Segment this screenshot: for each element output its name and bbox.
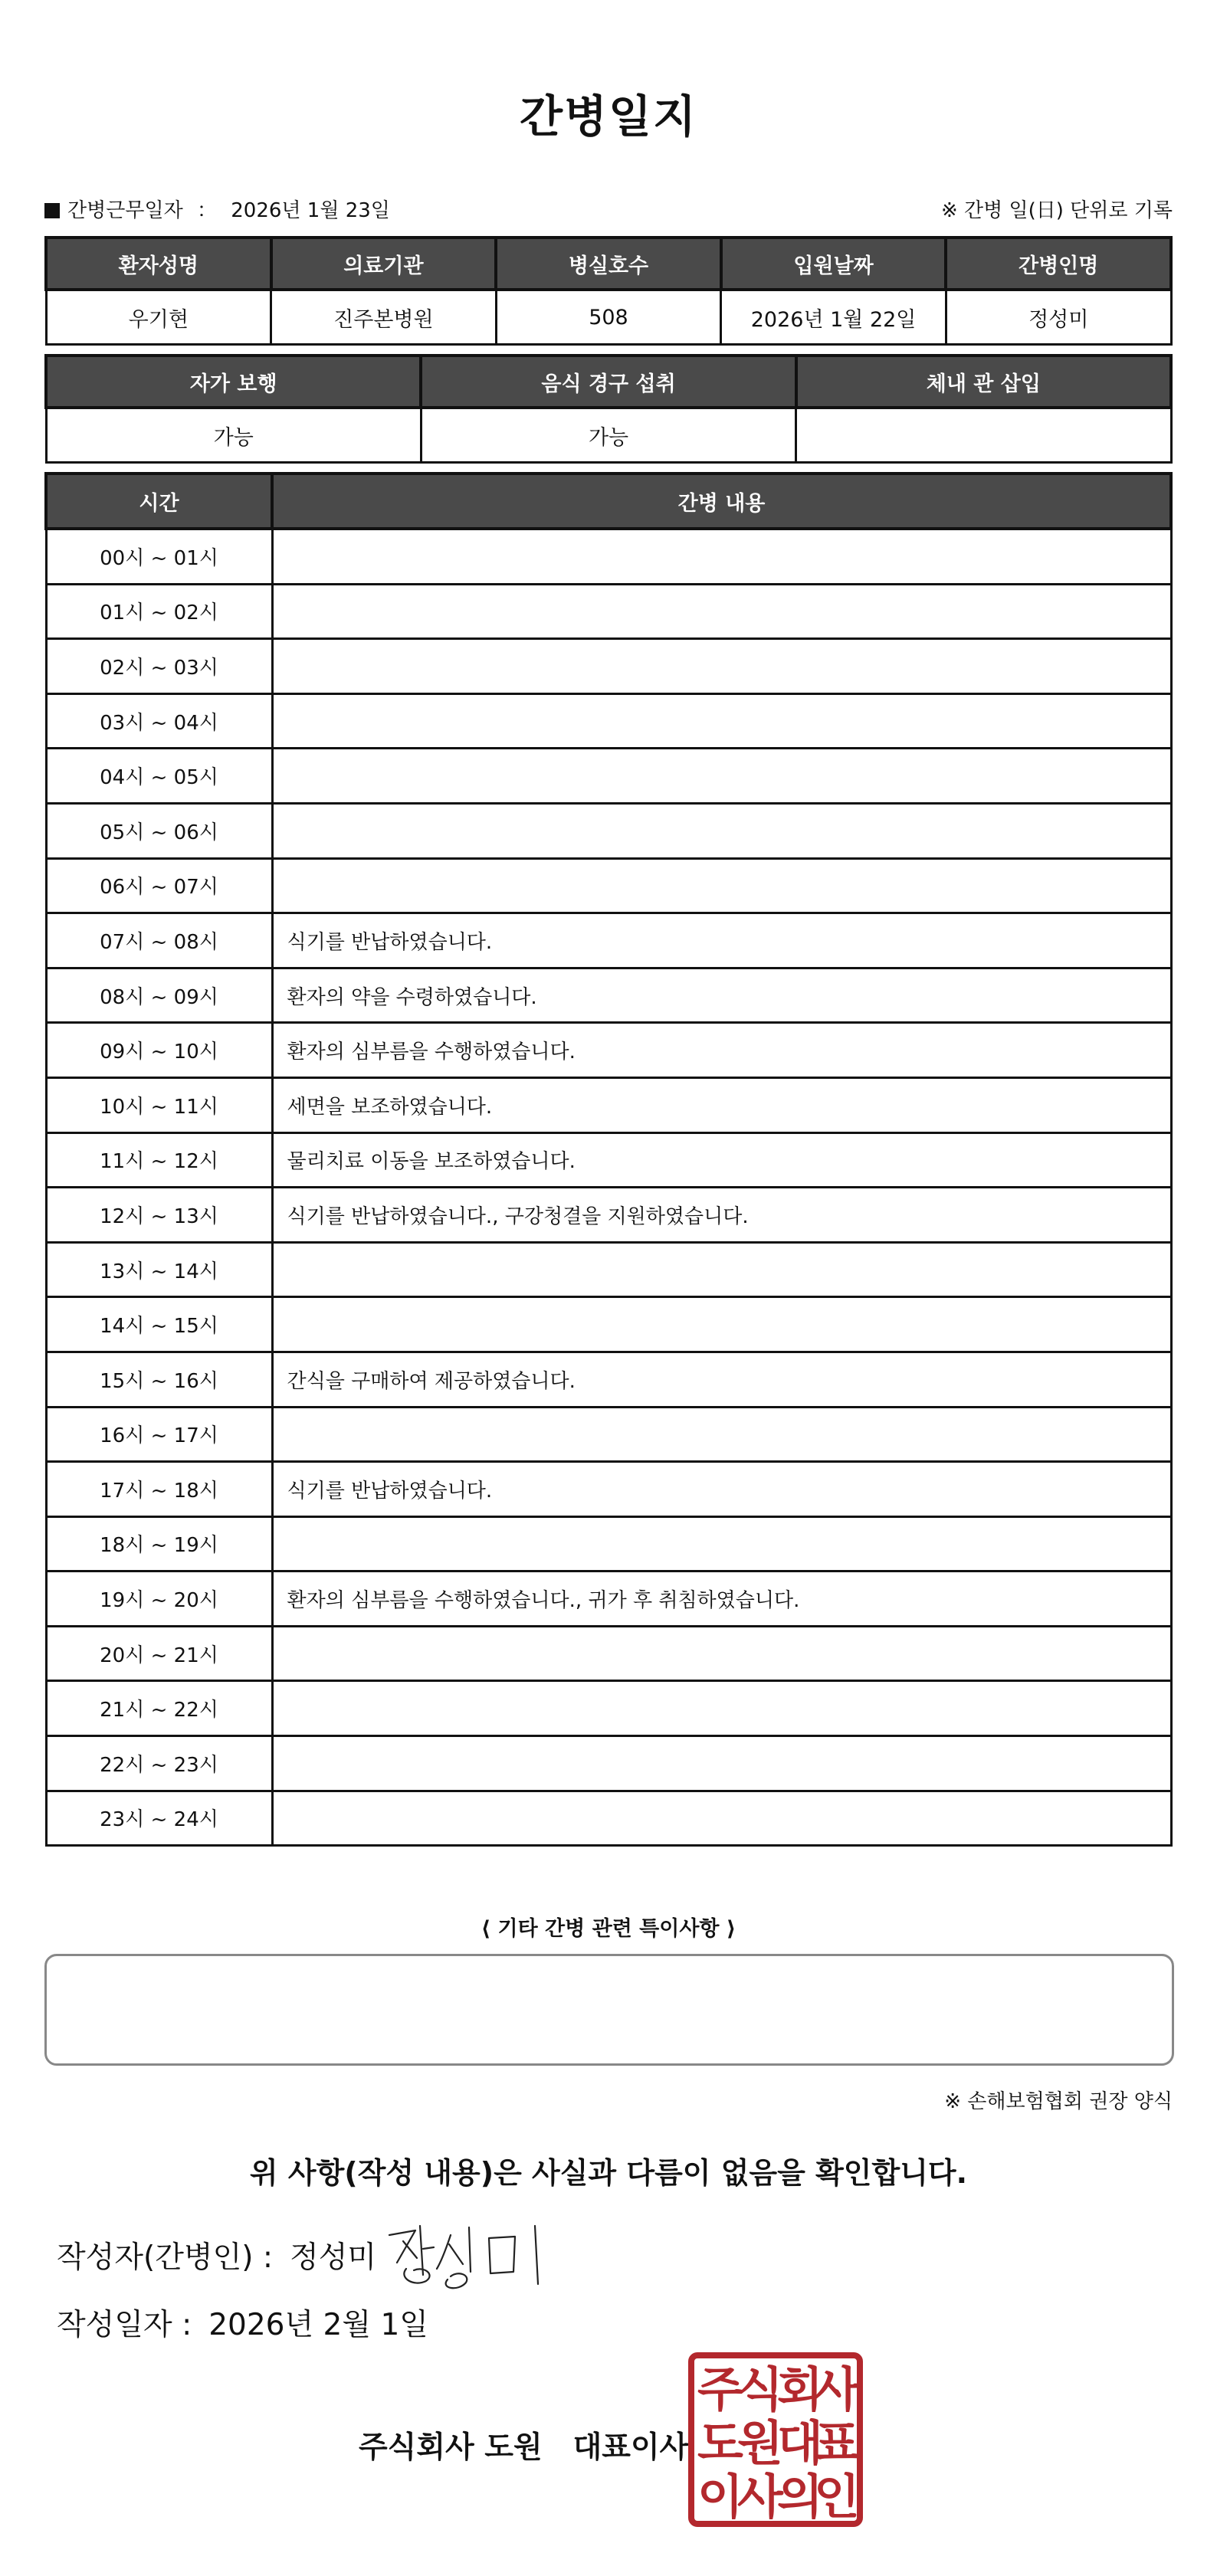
patient-name: 우기현 xyxy=(46,290,271,345)
time-slot: 14시 ~ 15시 xyxy=(46,1297,272,1352)
time-slot: 00시 ~ 01시 xyxy=(46,529,272,584)
written-date-value: 2026년 2월 1일 xyxy=(208,2308,428,2342)
time-slot: 05시 ~ 06시 xyxy=(46,803,272,858)
written-date-label: 작성일자 : xyxy=(57,2308,192,2342)
handwritten-signature xyxy=(383,2218,544,2291)
time-slot: 02시 ~ 03시 xyxy=(46,639,272,694)
hourly-care-log-table xyxy=(44,472,1173,1847)
page-title: 간병일지 xyxy=(519,90,698,143)
care-content xyxy=(272,529,1171,584)
care-content: 식기를 반납하였습니다., 구강청결을 지원하였습니다. xyxy=(272,1188,1171,1243)
care-content xyxy=(272,1516,1171,1571)
care-content xyxy=(272,1736,1171,1791)
table-row xyxy=(46,1462,1171,1517)
care-content xyxy=(272,1681,1171,1736)
care-content xyxy=(272,1626,1171,1681)
table-row xyxy=(46,584,1171,639)
table-row xyxy=(46,1516,1171,1571)
svg-text:원: 원 xyxy=(737,2415,783,2471)
tube-insertion-value xyxy=(796,408,1171,463)
table-row xyxy=(46,968,1171,1023)
time-slot: 06시 ~ 07시 xyxy=(46,858,272,913)
care-content: 간식을 구매하여 제공하였습니다. xyxy=(272,1352,1171,1407)
time-slot: 03시 ~ 04시 xyxy=(46,693,272,749)
patient-ability-table xyxy=(44,354,1173,464)
time-slot: 01시 ~ 02시 xyxy=(46,584,272,639)
writer-line xyxy=(57,2234,376,2276)
table-row xyxy=(46,1626,1171,1681)
header-oral-intake: 음식 경구 섭취 xyxy=(421,356,795,408)
work-date-separator: ： xyxy=(196,199,217,222)
written-date-line xyxy=(57,2301,428,2344)
table-row xyxy=(46,639,1171,694)
care-content: 식기를 반납하였습니다. xyxy=(272,1462,1171,1517)
care-content xyxy=(272,858,1171,913)
patient-info-table xyxy=(44,236,1173,346)
time-slot: 09시 ~ 10시 xyxy=(46,1023,272,1078)
care-content: 물리치료 이동을 보조하였습니다. xyxy=(272,1132,1171,1188)
table-row xyxy=(46,1077,1171,1132)
table-row xyxy=(46,1188,1171,1243)
care-content: 식기를 반납하였습니다. xyxy=(272,913,1171,968)
care-content xyxy=(272,1791,1171,1846)
company-line xyxy=(359,2424,688,2466)
svg-text:인: 인 xyxy=(814,2469,860,2525)
time-slot: 13시 ~ 14시 xyxy=(46,1242,272,1297)
table-row xyxy=(46,1571,1171,1627)
care-content: 환자의 약을 수령하였습니다. xyxy=(272,968,1171,1023)
header-patient-name: 환자성명 xyxy=(46,238,271,290)
header-hospital: 의료기관 xyxy=(271,238,497,290)
time-slot: 22시 ~ 23시 xyxy=(46,1736,272,1791)
table-row xyxy=(46,529,1171,584)
time-slot: 16시 ~ 17시 xyxy=(46,1407,272,1462)
admission-date: 2026년 1월 22일 xyxy=(721,290,946,345)
care-content: 환자의 심부름을 수행하였습니다. xyxy=(272,1023,1171,1078)
time-slot: 08시 ~ 09시 xyxy=(46,968,272,1023)
care-content xyxy=(272,693,1171,749)
svg-text:회: 회 xyxy=(777,2361,823,2417)
time-slot: 04시 ~ 05시 xyxy=(46,749,272,804)
writer-name: 정성미 xyxy=(290,2240,377,2275)
hospital-name: 진주본병원 xyxy=(271,290,497,345)
header-tube-insertion: 체내 관 삽입 xyxy=(796,356,1171,408)
table-row xyxy=(46,803,1171,858)
table-row xyxy=(46,749,1171,804)
care-content: 세면을 보조하였습니다. xyxy=(272,1077,1171,1132)
self-walking-value: 가능 xyxy=(46,408,421,463)
meta-row xyxy=(44,195,1173,225)
header-room-number: 병실호수 xyxy=(496,238,721,290)
company-name: 주식회사 도원 xyxy=(359,2430,543,2465)
svg-text:도: 도 xyxy=(697,2415,743,2471)
header-admission-date: 입원날짜 xyxy=(721,238,946,290)
time-slot: 07시 ~ 08시 xyxy=(46,913,272,968)
table-row xyxy=(46,1791,1171,1846)
svg-text:사: 사 xyxy=(737,2469,783,2525)
time-slot: 11시 ~ 12시 xyxy=(46,1132,272,1188)
representative-title: 대표이사 xyxy=(572,2430,689,2465)
svg-text:사: 사 xyxy=(814,2361,860,2417)
header-time: 시간 xyxy=(46,474,272,529)
time-slot: 20시 ~ 21시 xyxy=(46,1626,272,1681)
confirmation-statement: 위 사항(작성 내용)은 사실과 다름이 없음을 확인합니다. xyxy=(249,2156,968,2190)
table-row xyxy=(46,693,1171,749)
time-slot: 12시 ~ 13시 xyxy=(46,1188,272,1243)
care-content xyxy=(272,584,1171,639)
table-row xyxy=(46,858,1171,913)
table-row xyxy=(46,1242,1171,1297)
care-content: 환자의 심부름을 수행하였습니다., 귀가 후 취침하였습니다. xyxy=(272,1571,1171,1627)
svg-text:식: 식 xyxy=(737,2361,783,2417)
table-row xyxy=(46,1352,1171,1407)
oral-intake-value: 가능 xyxy=(421,408,795,463)
time-slot: 19시 ~ 20시 xyxy=(46,1571,272,1627)
time-slot: 17시 ~ 18시 xyxy=(46,1462,272,1517)
record-note: ※ 간병 일(日) 단위로 기록 xyxy=(940,199,1173,222)
time-slot: 18시 ~ 19시 xyxy=(46,1516,272,1571)
header-care-content: 간병 내용 xyxy=(272,474,1171,529)
care-content xyxy=(272,1242,1171,1297)
table-row xyxy=(46,1736,1171,1791)
care-content xyxy=(272,1297,1171,1352)
table-row xyxy=(46,1681,1171,1736)
svg-text:의: 의 xyxy=(777,2469,823,2525)
table-row xyxy=(46,913,1171,968)
caregiver-name: 정성미 xyxy=(946,290,1171,345)
table-row xyxy=(46,1023,1171,1078)
form-source-note: ※ 손해보험협회 권장 양식 xyxy=(944,2090,1173,2113)
table-row xyxy=(46,1297,1171,1352)
time-slot: 21시 ~ 22시 xyxy=(46,1681,272,1736)
room-number: 508 xyxy=(496,290,721,345)
table-row xyxy=(46,1407,1171,1462)
care-content xyxy=(272,749,1171,804)
svg-text:이: 이 xyxy=(697,2469,743,2525)
svg-text:대: 대 xyxy=(777,2415,823,2471)
work-date-value: 2026년 1월 23일 xyxy=(231,199,390,222)
time-slot: 15시 ~ 16시 xyxy=(46,1352,272,1407)
company-seal-stamp xyxy=(688,2352,863,2527)
svg-text:주: 주 xyxy=(697,2361,743,2417)
work-date-label: 간병근무일자 xyxy=(67,199,183,222)
work-date xyxy=(44,195,390,223)
care-content xyxy=(272,803,1171,858)
special-notes-box xyxy=(44,1954,1174,2066)
header-self-walking: 자가 보행 xyxy=(46,356,421,408)
care-content xyxy=(272,639,1171,694)
writer-label: 작성자(간병인) : xyxy=(57,2240,274,2275)
care-content xyxy=(272,1407,1171,1462)
svg-text:표: 표 xyxy=(814,2415,860,2471)
time-slot: 23시 ~ 24시 xyxy=(46,1791,272,1846)
time-slot: 10시 ~ 11시 xyxy=(46,1077,272,1132)
table-row xyxy=(46,1132,1171,1188)
special-notes-title: ⟨ 기타 간병 관련 특이사항 ⟩ xyxy=(481,1917,736,1941)
square-bullet-icon xyxy=(44,203,60,218)
header-caregiver-name: 간병인명 xyxy=(946,238,1171,290)
